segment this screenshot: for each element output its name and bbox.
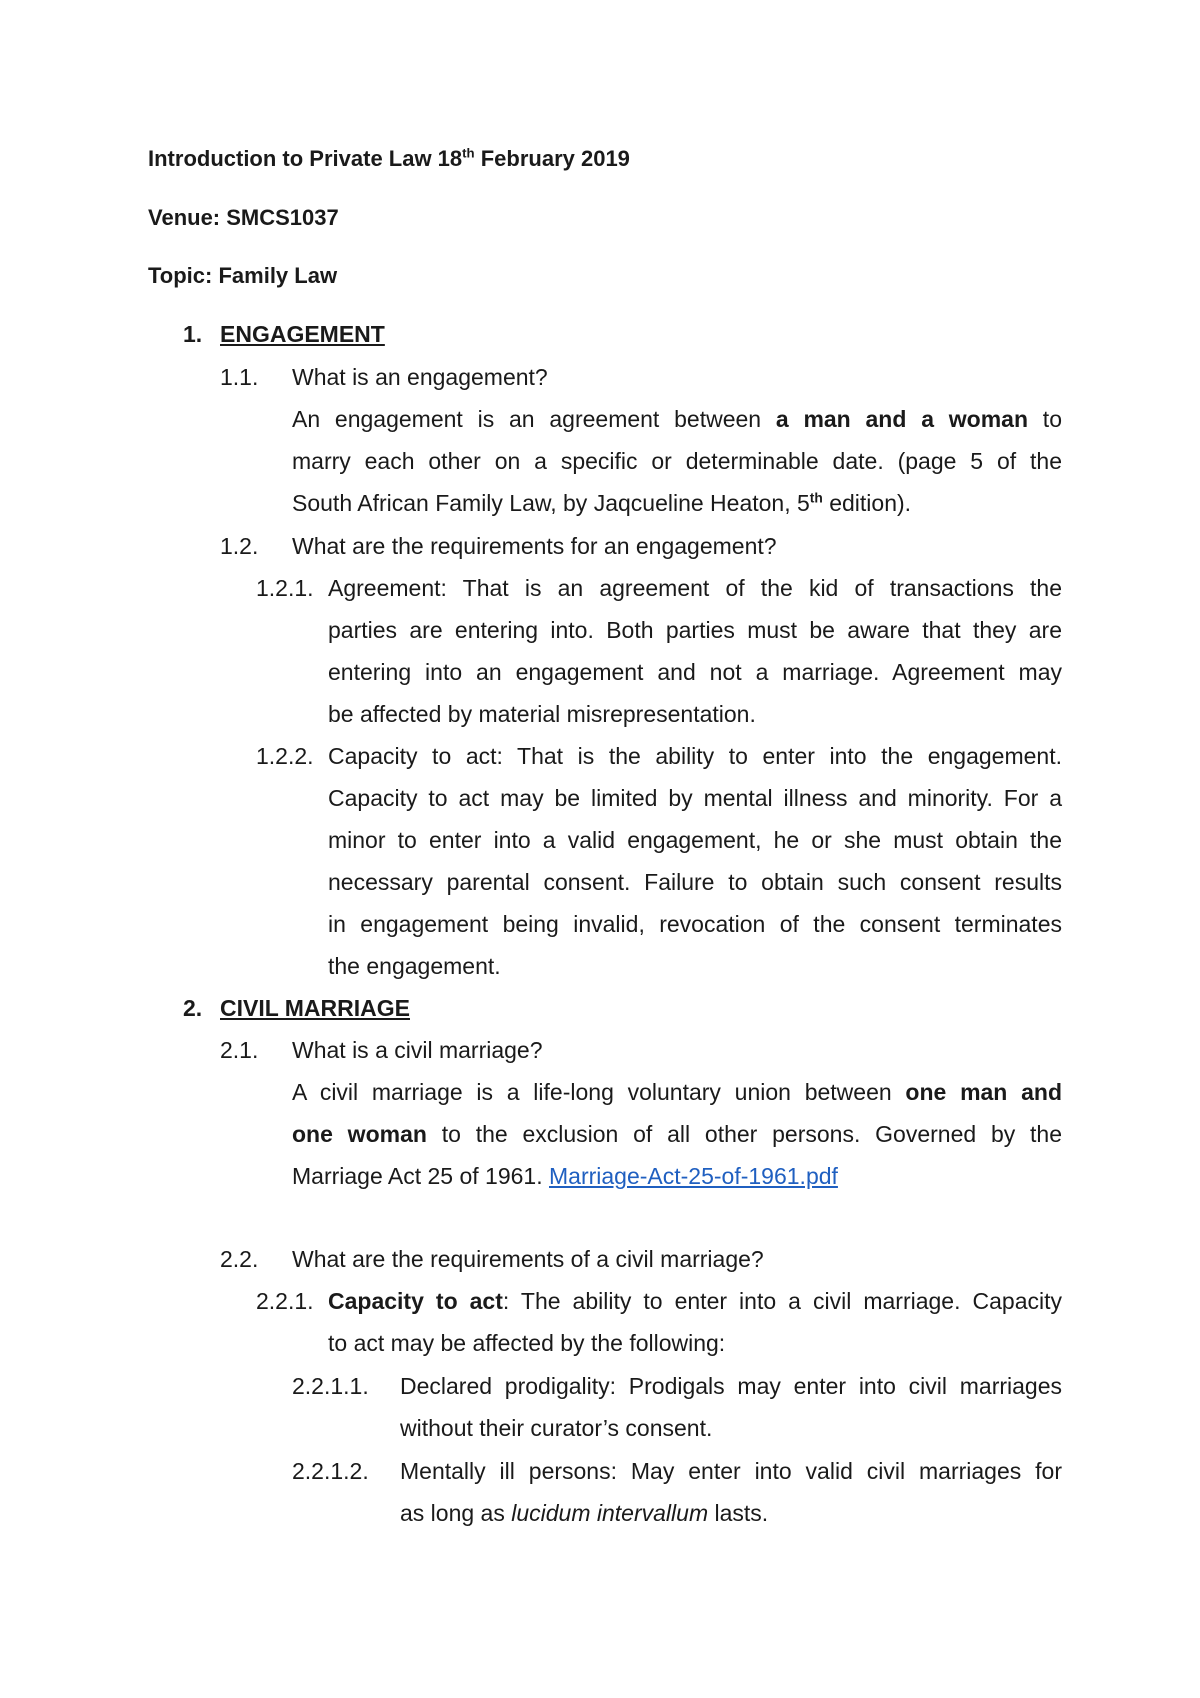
- paragraph-line: entering into an engagement and not a marriage. Agreement may: [328, 659, 1062, 685]
- paragraph-line: Mentally ill persons: May enter into valid civil marriages for: [400, 1458, 1062, 1484]
- paragraph-line: Declared prodigality: Prodigals may enter into civil marriages: [400, 1373, 1062, 1399]
- paragraph-line: Capacity to act: The ability to enter into a civil marriage. Capacity: [328, 1288, 1063, 1314]
- paragraph-line: A civil marriage is a life-long voluntary union between one man and: [292, 1079, 1062, 1105]
- paragraph-line: necessary parental consent. Failure to obtain such consent results: [328, 869, 1062, 895]
- item-2-2-number: 2.2.: [220, 1246, 259, 1272]
- paragraph-line: the engagement.: [328, 953, 501, 979]
- paragraph-line: be affected by material misrepresentation.: [328, 701, 756, 727]
- section-1-number: 1.: [183, 321, 203, 347]
- paragraph-line: as long as lucidum intervallum lasts.: [400, 1500, 769, 1526]
- item-1-2-number: 1.2.: [220, 533, 259, 559]
- topic-line: Topic: Family Law: [148, 263, 338, 288]
- paragraph-line: one woman to the exclusion of all other persons. Governed by the: [292, 1121, 1063, 1147]
- paragraph-line: Agreement: That is an agreement of the kid of transactions the: [328, 575, 1062, 601]
- section-1-heading: ENGAGEMENT: [220, 321, 385, 347]
- paragraph-line: parties are entering into. Both parties must be aware that they are: [328, 617, 1062, 643]
- paragraph-line: minor to enter into a valid engagement, he or she must obtain the: [328, 827, 1062, 853]
- item-2-2-1-1-number: 2.2.1.1.: [292, 1373, 369, 1399]
- paragraph-line: Capacity to act: That is the ability to enter into the engagement.: [328, 743, 1062, 769]
- document-title: Introduction to Private Law 18th February 2019: [148, 145, 630, 171]
- item-1-2-question: What are the requirements for an engagement?: [292, 533, 777, 559]
- item-2-2-1-2-number: 2.2.1.2.: [292, 1458, 369, 1484]
- paragraph-line: to act may be affected by the following:: [328, 1330, 726, 1356]
- item-2-1-number: 2.1.: [220, 1037, 259, 1063]
- marriage-act-pdf-link[interactable]: Marriage-Act-25-of-1961.pdf: [549, 1163, 838, 1189]
- section-2-number: 2.: [183, 995, 203, 1021]
- paragraph-line: Capacity to act may be limited by mental illness and minority. For a: [328, 785, 1062, 811]
- paragraph-line: Marriage Act 25 of 1961. Marriage-Act-25-of-1961.pdf: [292, 1163, 838, 1189]
- paragraph-line: in engagement being invalid, revocation of the consent terminates: [328, 911, 1062, 937]
- section-2-heading: CIVIL MARRIAGE: [220, 995, 410, 1021]
- item-1-1-question: What is an engagement?: [292, 364, 548, 390]
- venue-line: Venue: SMCS1037: [148, 205, 339, 230]
- paragraph-line: South African Family Law, by Jaqcueline Heaton, 5th edition).: [292, 490, 912, 516]
- item-1-2-1-number: 1.2.1.: [256, 575, 314, 601]
- item-2-2-question: What are the requirements of a civil marriage?: [292, 1246, 764, 1272]
- item-2-1-question: What is a civil marriage?: [292, 1037, 543, 1063]
- paragraph-line: An engagement is an agreement between a man and a woman to: [292, 406, 1062, 432]
- paragraph-line: without their curator’s consent.: [400, 1415, 713, 1441]
- item-1-1-number: 1.1.: [220, 364, 259, 390]
- item-1-2-2-number: 1.2.2.: [256, 743, 314, 769]
- item-2-2-1-number: 2.2.1.: [256, 1288, 314, 1314]
- paragraph-line: marry each other on a specific or determinable date. (page 5 of the: [292, 448, 1062, 474]
